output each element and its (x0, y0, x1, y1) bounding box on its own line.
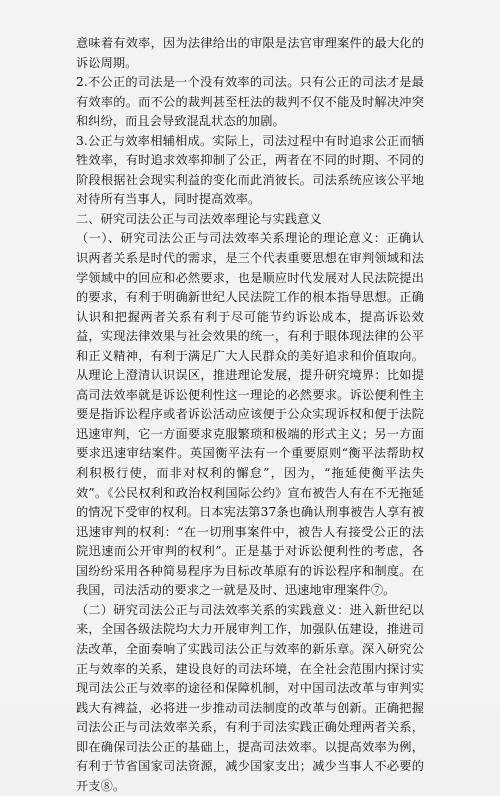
paragraph-point-3: 3.公正与效率相辅相成。实际上，司法过程中有时追求公正而牺牲效率，有时追求效率抑制了公正，两者在不同的时期、不同的阶段根据社会现实利益的变化而此消彼长。司法系统应该公平地对待所有当事人，同时提高效率。 (76, 133, 424, 207)
paragraph-point-2: 2.不公正的司法是一个没有效率的司法。只有公正的司法才是最有效率的。而不公的裁判甚至枉法的裁判不仅不能及时解决冲突和纠纷，而且会导致混乱状态的加剧。 (76, 75, 424, 129)
paragraph-theory-significance: （一）、研究司法公正与司法效率关系理论的理论意义：正确认识两者关系是时代的需求，是三个代表重要思想在审判领域和法学领域中的回应和必然要求，也是顺应时代发展对人民法院提出的要求，有利于明确新世纪人民法院工作的根本指导思想。正确认识和把握两者关系有利于尽可能节约诉讼成本，提高诉讼效益，实现法律效果与社会效果的统一，有利于眼体现法律的公平和正义精神，有利于满足广大人民群众的美好追求和价值取向。从理论上澄清认识误区，推进理论发展，提升研究境界：比如提高司法效率就是诉讼便利性这一理论的必然要求。诉讼便利性主要是指诉讼程序或者诉讼活动应该便于公众实现诉权和便于法院迅速审判，它一方面要求克服繁琐和极端的形式主义；另一方面要求迅速审结案件。英国衡平法有一个重要原则“衡平法帮助权利积极行使，而非对权利的懈怠”，因为，“拖延使衡平法失效”。《公民权利和政治权利国际公约》宣布被告人有在不无拖延的情况下受审的权利。日本宪法第37条也确认刑事被告人享有被迅速审判的权利：“在一切刑事案件中，被告人有接受公正的法院迅速而公开审判的权利”。正是基于对诉讼便利性的考虑，各国纷纷采用各种简易程序为目标改革原有的诉讼程序和制度。在我国，司法活动的要求之一就是及时、迅速地审理案件⑦。 (76, 231, 424, 598)
paragraph-practice-significance: （二）研究司法公正与司法效率关系的实践意义：进入新世纪以来，全国各级法院均大力开展审判工作，加强队伍建设，推进司法改革，全面奏响了实践司法公正与效率的新乐章。深入研究公正与效率的关系，建设良好的司法环境，在全社会范围内探讨实现司法公正与效率的途径和保障机制，对中国司法改革与审判实践大有裨益，必将进一步推动司法制度的改革与创新。正确把握司法公正与司法效率关系，有利于司法实践正确处理两者关系，即在确保司法公正的基础上，提高司法效率。以提高效率为例，有利于节省国家司法资源，减少国家支出；减少当事人不必要的开支⑧。 (76, 602, 424, 793)
document-body (76, 34, 424, 796)
section-heading: 二、研究司法公正与司法效率理论与实践意义 (76, 211, 322, 226)
paragraph-continuation: 意味着有效率，因为法律给出的审限是法官审理案件的最大化的诉讼周期。 (76, 36, 424, 70)
